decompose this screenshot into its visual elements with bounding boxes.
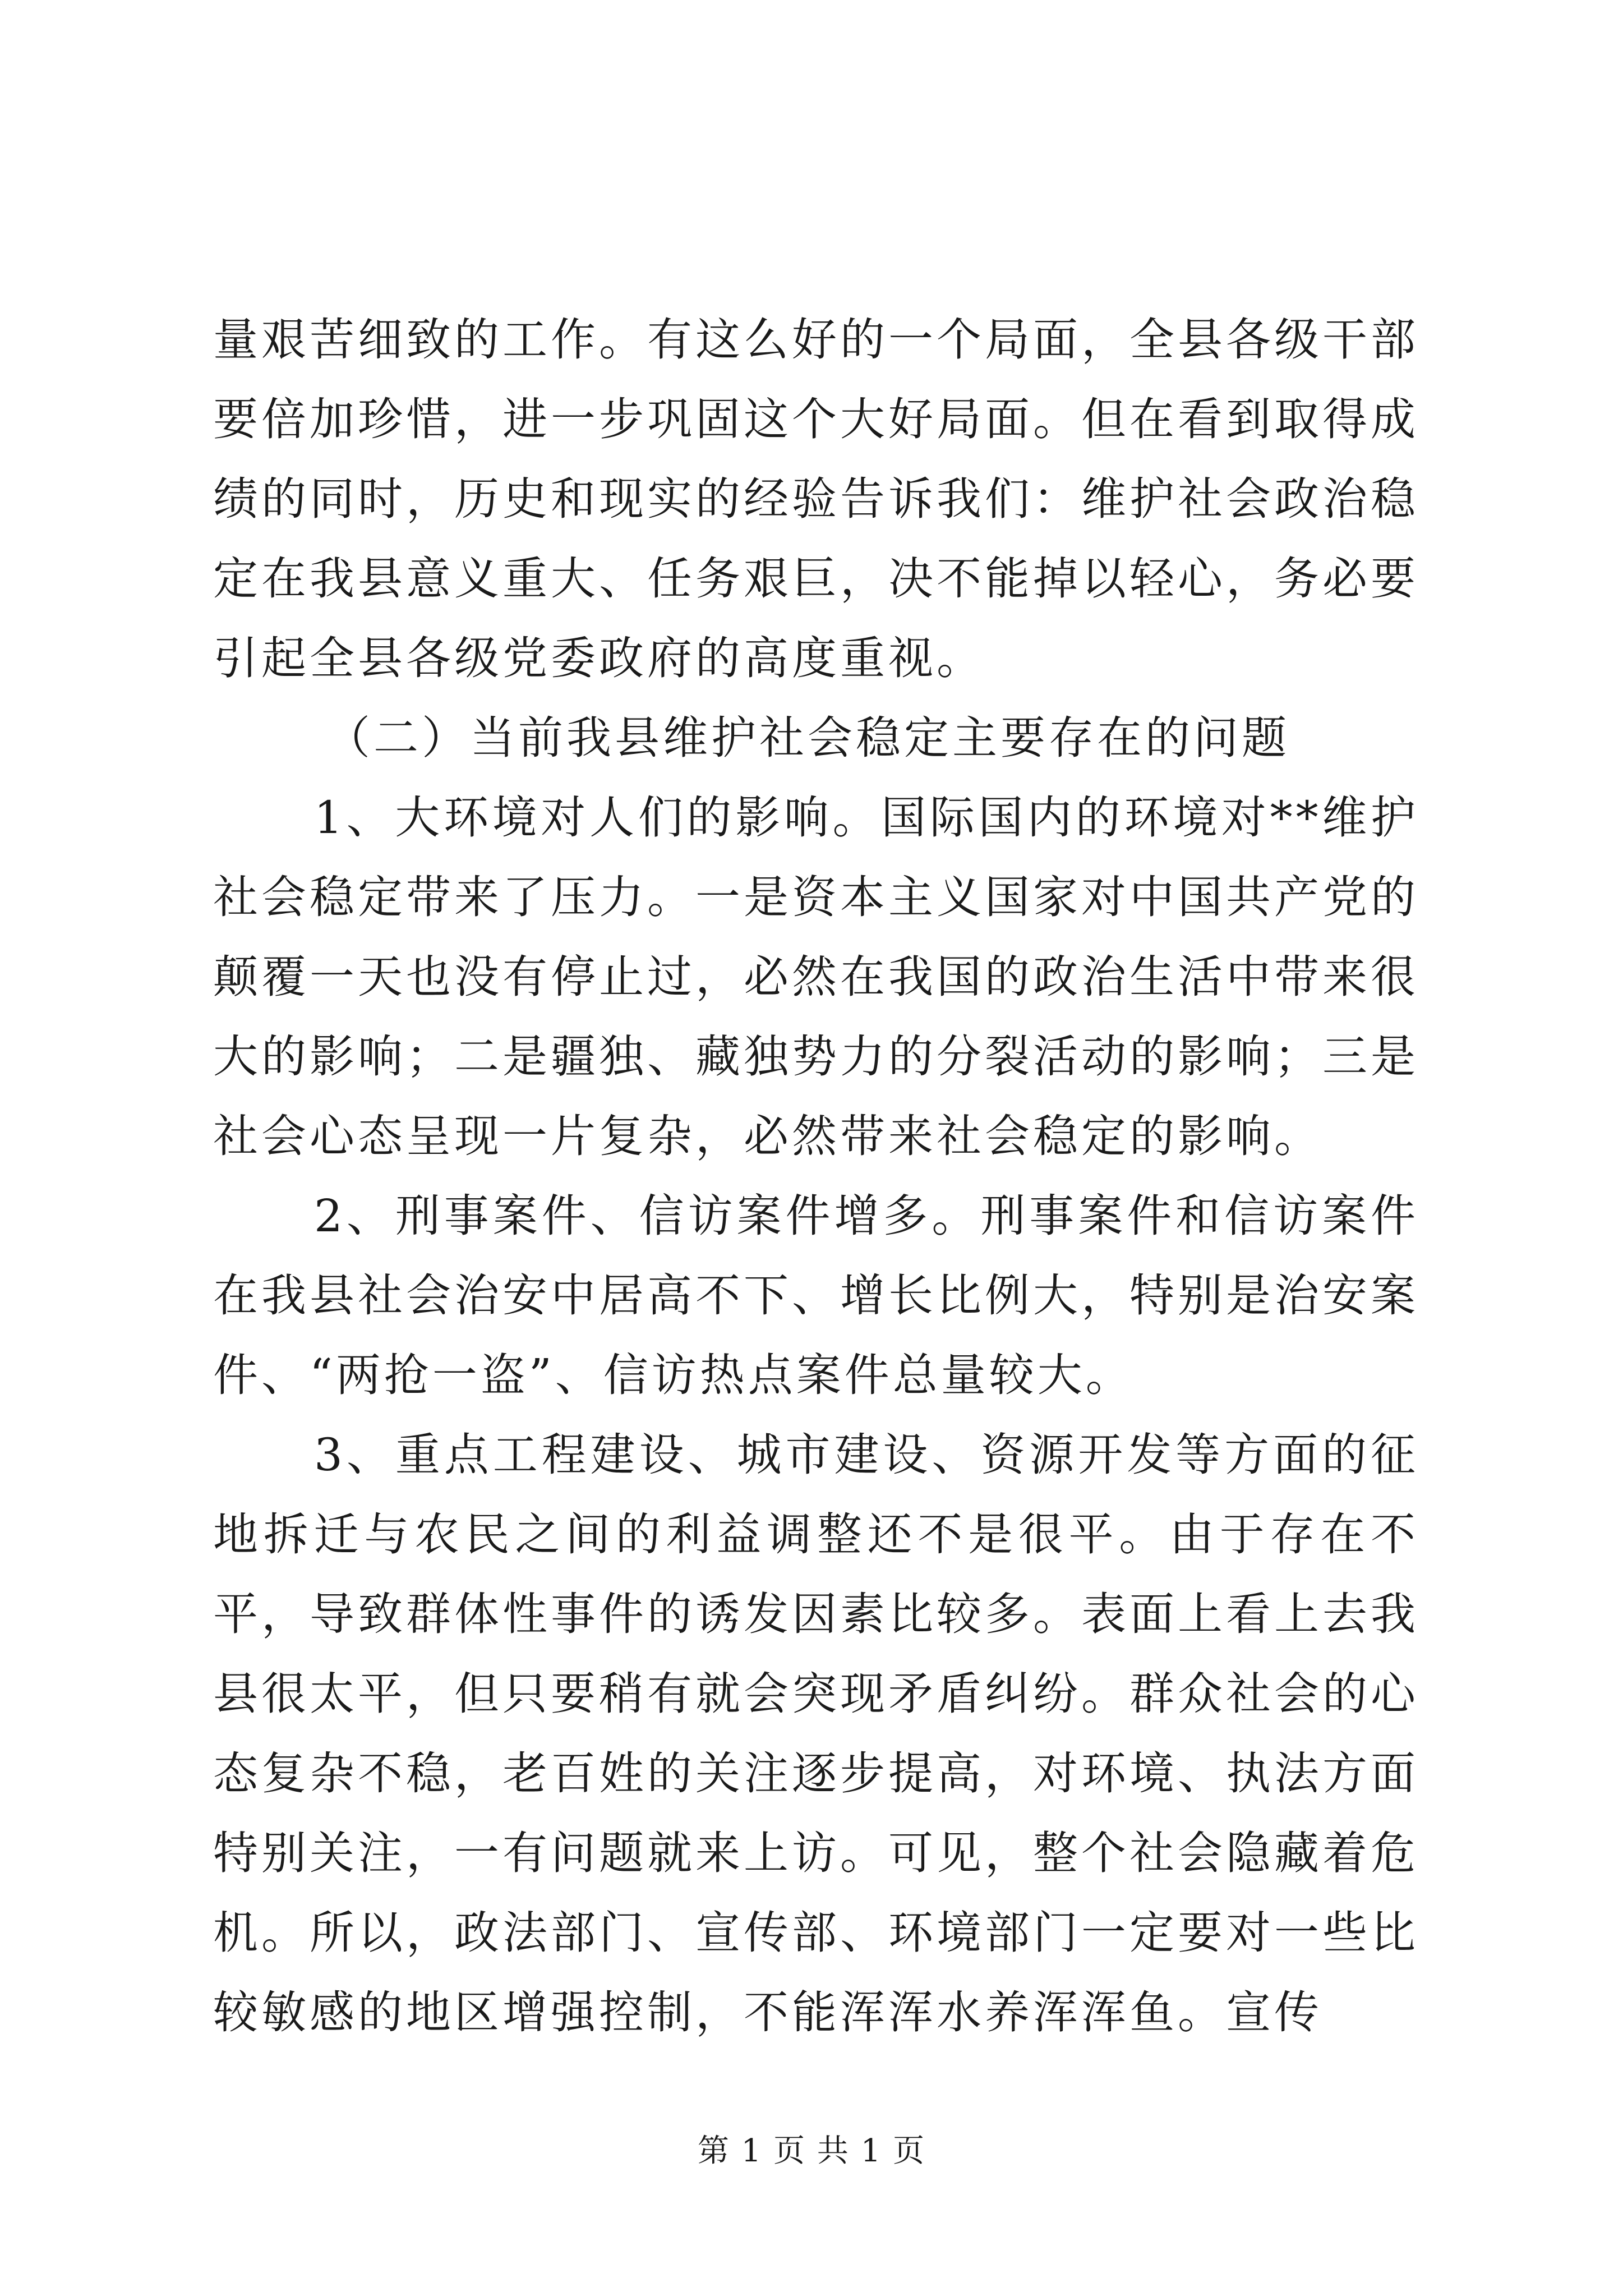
paragraph-item-2: 2、刑事案件、信访案件增多。刑事案件和信访案件在我县社会治安中居高不下、增长比例大，特别是治安案件、“两抢一盗”、信访热点案件总量较大。 [213,1190,1419,1401]
paragraph-item-1: 1、大环境对人们的影响。国际国内的环境对**维护社会稳定带来了压力。一是资本主义国家对中国共产党的颠覆一天也没有停止过，必然在我国的政治生活中带来很大的影响；二是疆独、藏独势力的分裂活动的影响；三是社会心态呈现一片复杂，必然带来社会稳定的影响。 [213,792,1419,1162]
document-body [213,300,1419,2053]
paragraph-item-3: 3、重点工程建设、城市建设、资源开发等方面的征地拆迁与农民之间的利益调整还不是很平。由于存在不平，导致群体性事件的诱发因素比较多。表面上看上去我县很太平，但只要稍有就会突现矛盾纠纷。群众社会的心态复杂不稳，老百姓的关注逐步提高，对环境、执法方面特别关注，一有问题就来上访。可见，整个社会隐藏着危机。所以，政法部门、宣传部、环境部门一定要对一些比较敏感的地区增强控制，不能浑浑水养浑浑鱼。宣传 [213,1429,1419,2039]
paragraph-continuation: 量艰苦细致的工作。有这么好的一个局面，全县各级干部要倍加珍惜，进一步巩固这个大好局面。但在看到取得成绩的同时，历史和现实的经验告诉我们：维护社会政治稳定在我县意义重大、任务艰巨，决不能掉以轻心，务必要引起全县各级党委政府的高度重视。 [213,314,1419,684]
page-footer: 第 1 页 共 1 页 [697,2133,926,2169]
section-heading: （二）当前我县维护社会稳定主要存在的问题 [325,712,1290,764]
